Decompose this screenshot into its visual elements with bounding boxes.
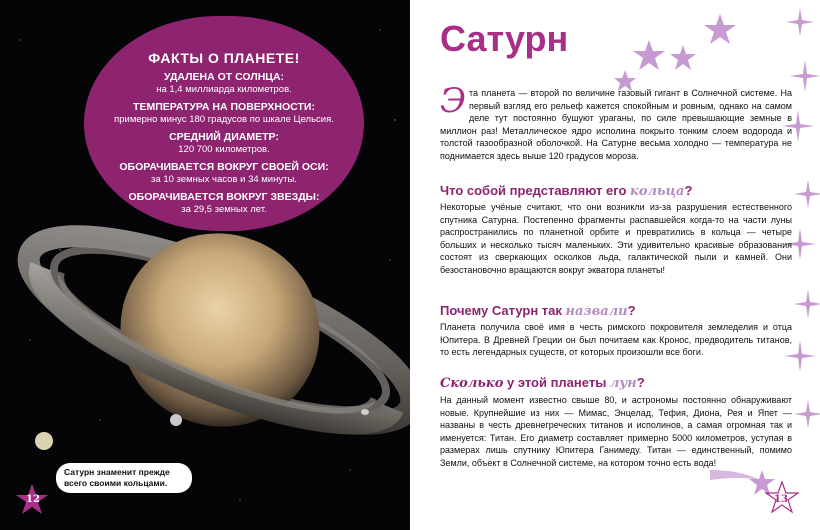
heading-text: Почему Сатурн так — [440, 303, 566, 318]
section-heading-name — [440, 303, 636, 319]
star-icon — [704, 14, 736, 44]
comet-tail — [710, 470, 760, 480]
fact-temperature — [84, 101, 364, 126]
sparkle-icon — [794, 400, 820, 428]
facts-bubble — [84, 16, 364, 231]
section-heading-moons — [440, 375, 645, 391]
sparkle-icon — [794, 290, 820, 318]
heading-text: Что собой представляют его — [440, 183, 631, 198]
star-icon — [633, 40, 665, 70]
heading-text: ? — [684, 183, 693, 198]
fact-rotation — [84, 161, 364, 186]
heading-highlight: кольца — [630, 184, 685, 199]
fact-label: СРЕДНИЙ ДИАМЕТР: — [169, 131, 279, 143]
fact-label: УДАЛЕНА ОТ СОЛНЦА: — [163, 71, 285, 83]
fact-value: 120 700 километров. — [178, 144, 270, 155]
sparkle-icon — [786, 8, 814, 36]
fact-distance — [84, 71, 364, 96]
image-caption — [56, 463, 192, 493]
fact-value: примерно минус 180 градусов по шкале Цельсия. — [114, 114, 334, 125]
fact-value: за 10 земных часов и 34 минуты. — [151, 174, 297, 185]
fact-value: за 29,5 земных лет. — [181, 204, 267, 215]
intro-text: та планета — второй по величине газовый гигант в Солнечной системе. На первый взгляд его рельеф кажется спокойным и ровным, однако на самом деле тут постоянно бушуют ураганы, по силе превышающие земные в миллион раз! Металлическое ядро исполина покрыто тонким слоем водорода и толстой газообразной оболочкой. На Сатурне весьма холодно — температура не поднимается здесь выше 120 градусов мороза. — [440, 88, 792, 161]
sparkle-icon — [790, 60, 820, 92]
sparkle-icon — [794, 180, 820, 208]
moon-large — [35, 432, 53, 450]
intro-paragraph — [440, 81, 792, 162]
fact-label: ОБОРАЧИВАЕТСЯ ВОКРУГ ЗВЕЗДЫ: — [128, 191, 320, 203]
section-text-rings: Некоторые учёные считают, что они возникли из-за разрушения естественного спутника Сатурна. Постепенно фрагменты распавшейся когда-то на части луны распространились по планетной орбите и превратились в кольца — четыре больших и несколько тысяч маленьких. Эти удивительно красивые образования состоят из сверкающих осколков льда, галактической пыли и камней. Они безостановочно вращаются вокруг экватора планеты! — [440, 202, 792, 275]
fact-orbit — [84, 191, 364, 216]
heading-highlight: назвали — [565, 304, 628, 319]
fact-value: на 1,4 миллиарда километров. — [156, 84, 292, 95]
star-icon — [670, 45, 696, 70]
section-text-name: Планета получила своё имя в честь римского покровителя земледелия и отца Юпитера. В Древней Греции он был почитаем как Кронос, предводитель титанов, то есть легендарных существ, от которых произошли все боги. — [440, 322, 792, 357]
drop-cap: Э — [440, 81, 467, 121]
page-title: Сатурн — [440, 18, 569, 59]
heading-text: у этой планеты — [503, 375, 610, 390]
heading-highlight: Сколько — [440, 376, 504, 391]
page-number-right: 13 — [774, 494, 788, 505]
moon-far — [361, 409, 369, 415]
star-icon — [749, 470, 775, 495]
section-text-moons: На данный момент известно свыше 80, и астрономы постоянно обнаруживают новые. Крупнейшие из них — Мимас, Энцелад, Тефия, Диона, Рея и Япет — названы в честь древнегреческих титанов и исполинов, а самая огромная так и именуется: Титан. Его диаметр составляет примерно 5000 километров, уступая в размерах лишь спутнику Юпитера Ганимеду. Титан — единственный, помимо Земли, объект в Солнечной системе, на котором точно есть вода! — [440, 395, 792, 468]
fact-label: ТЕМПЕРАТУРА НА ПОВЕРХНОСТИ: — [133, 101, 315, 113]
caption-line: Сатурн знаменит прежде — [64, 467, 170, 477]
heading-text: ? — [636, 375, 645, 390]
heading-highlight: лун — [609, 376, 637, 391]
page-number-left: 12 — [26, 494, 40, 505]
fact-label: ОБОРАЧИВАЕТСЯ ВОКРУГ СВОЕЙ ОСИ: — [119, 161, 329, 173]
section-heading-rings — [440, 183, 692, 199]
heading-text: ? — [627, 303, 636, 318]
moon-small — [170, 414, 182, 426]
right-page — [410, 0, 820, 530]
fact-diameter — [84, 131, 364, 156]
facts-title: ФАКТЫ О ПЛАНЕТЕ! — [148, 50, 300, 66]
caption-line: всего своими кольцами. — [64, 478, 168, 488]
